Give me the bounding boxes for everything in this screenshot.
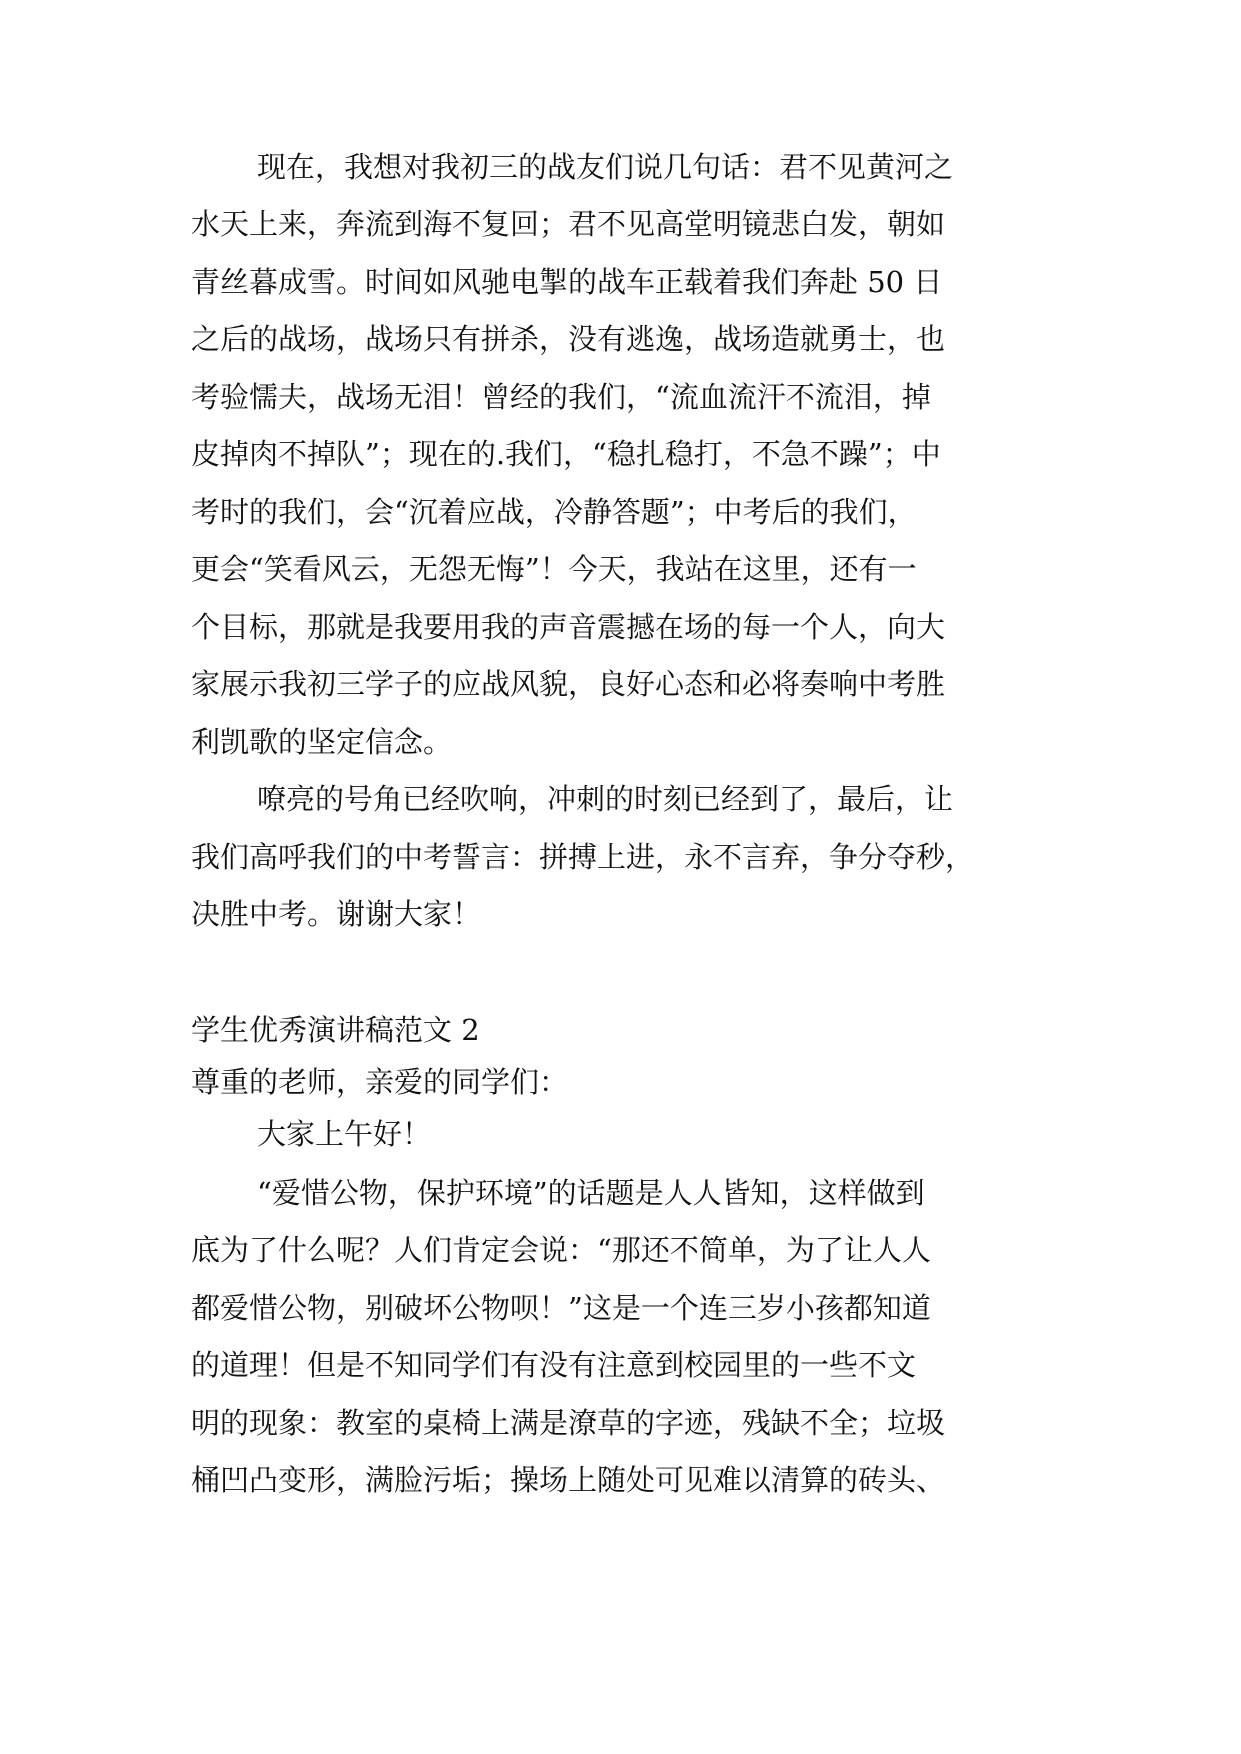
text-line: 都爱惜公物，别破坏公物呗！”这是一个连三岁小孩都知道 xyxy=(191,1291,931,1325)
text-line: “爱惜公物，保护环境”的话题是人人皆知，这样做到 xyxy=(257,1176,925,1210)
text-line: 考验懦夫，战场无泪！曾经的我们，“流血流汗不流泪，掉 xyxy=(191,380,931,414)
section-heading: 学生优秀演讲稿范文 2 xyxy=(191,1013,480,1047)
text-line: 我们高呼我们的中考誓言：拼搏上进，永不言弃，争分夺秒， xyxy=(191,840,975,874)
text-line: 皮掉肉不掉队”；现在的.我们，“稳扎稳打，不急不躁”；中 xyxy=(191,437,941,471)
text-line: 明的现象：教室的桌椅上满是潦草的字迹，残缺不全；垃圾 xyxy=(191,1406,946,1440)
text-line: 之后的战场，战场只有拼杀，没有逃逸，战场造就勇士，也 xyxy=(191,322,946,356)
text-line: 更会“笑看风云，无怨无悔”！今天，我站在这里，还有一 xyxy=(191,552,917,586)
greeting: 大家上午好！ xyxy=(257,1117,432,1151)
text-line: 现在，我想对我初三的战友们说几句话：君不见黄河之 xyxy=(257,150,954,184)
text-line: 水天上来，奔流到海不复回；君不见高堂明镜悲白发，朝如 xyxy=(191,207,946,241)
text-line: 家展示我初三学子的应战风貌，良好心态和必将奏响中考胜 xyxy=(191,667,946,701)
text-line: 决胜中考。谢谢大家！ xyxy=(191,897,482,931)
text-line: 的道理！但是不知同学们有没有注意到校园里的一些不文 xyxy=(191,1348,917,1382)
text-line: 个目标，那就是我要用我的声音震撼在场的每一个人，向大 xyxy=(191,610,946,644)
text-line: 利凯歌的坚定信念。 xyxy=(191,725,453,759)
text-line: 考时的我们，会“沉着应战，冷静答题”；中考后的我们， xyxy=(191,495,917,529)
salutation: 尊重的老师，亲爱的同学们： xyxy=(191,1065,569,1099)
text-line: 桶凹凸变形，满脸污垢；操场上随处可见难以清算的砖头、 xyxy=(191,1463,946,1497)
text-line: 青丝暮成雪。时间如风驰电掣的战车正载着我们奔赴 50 日 xyxy=(191,265,943,299)
text-line: 底为了什么呢？人们肯定会说：“那还不简单，为了让人人 xyxy=(191,1233,931,1267)
text-line: 嘹亮的号角已经吹响，冲刺的时刻已经到了，最后，让 xyxy=(257,782,954,816)
